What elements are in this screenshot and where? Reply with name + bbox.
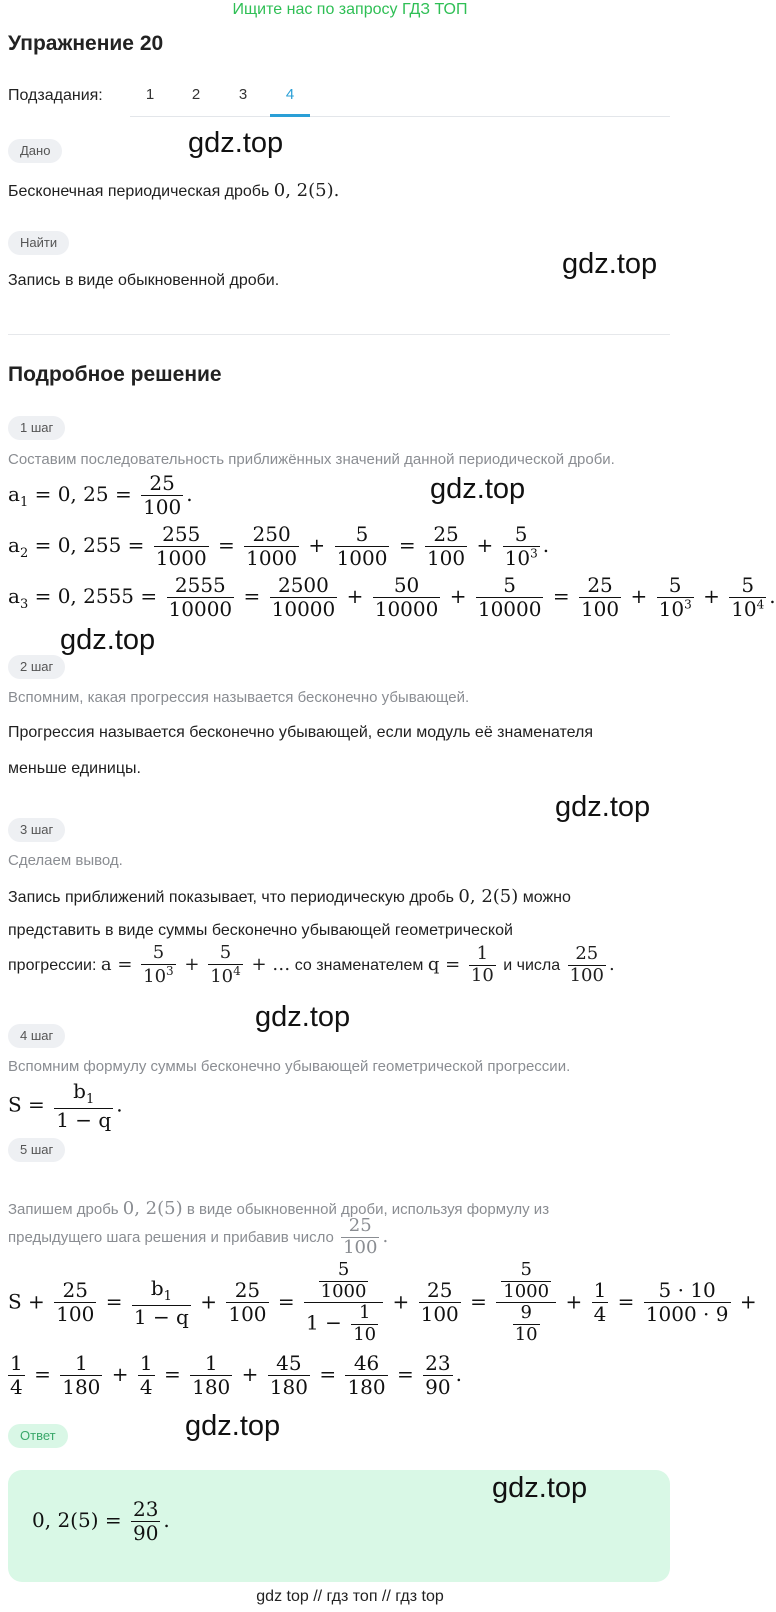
step-3-text-1a: Запись приближений показывает, что периодическую дробь xyxy=(8,889,454,906)
formula-a3: $a_3 = 0$, 2555 = $\frac{2555}{10000}$ = $\frac{2500}{10000}$ + $\frac{50}{10000}$ + $\frac{5}{10000}$ = $\frac{25}{100}$ + $\frac{5}{10^3}$ + $\frac{5}{10^4}$ . xyxy=(8,573,776,621)
step-3-text-3b: со знаменателем xyxy=(294,957,424,975)
step-3-text-1b: можно xyxy=(522,889,571,906)
page-title: Упражнение 20 xyxy=(8,32,164,55)
step-3-math-fraction: 0, 2(5) xyxy=(458,886,519,907)
given-label: Бесконечная периодическая дробь xyxy=(8,183,270,200)
subtask-tabs xyxy=(130,72,670,117)
watermark: gdz.top xyxy=(185,1410,281,1442)
watermark: gdz.top xyxy=(60,624,156,656)
given-math: 0, 2(5). xyxy=(273,180,340,201)
answer-badge: Ответ xyxy=(8,1424,68,1448)
find-badge: Найти xyxy=(8,231,69,255)
step-2-badge: 2 шаг xyxy=(8,655,65,679)
step-3-hint: Сделаем вывод. xyxy=(8,852,123,869)
given-text xyxy=(8,180,339,201)
step-3-text-1 xyxy=(8,886,571,907)
formula-a1: $a_1 = 0$, 25 = $\frac{25}{100}$ . xyxy=(8,471,193,519)
step-2-text-2: меньше единицы. xyxy=(8,760,141,777)
step-1-badge: 1 шаг xyxy=(8,416,65,440)
step-5-hint-a: Запишем дробь xyxy=(8,1201,119,1218)
step-4-badge: 4 шаг xyxy=(8,1024,65,1048)
step-1-hint: Составим последовательность приближённых значений данной периодической дроби. xyxy=(8,451,615,468)
step-4-hint: Вспомним формулу суммы бесконечно убывающей геометрической прогрессии. xyxy=(8,1058,571,1075)
subtasks-label: Подзадания: xyxy=(8,87,103,104)
tab-1[interactable]: 1 xyxy=(145,86,155,103)
watermark: gdz.top xyxy=(492,1472,588,1504)
step-3-text-3c: и числа xyxy=(503,957,561,975)
step-3-text-2: представить в виде суммы бесконечно убывающей геометрической xyxy=(8,922,513,939)
active-tab-indicator xyxy=(270,114,310,117)
step-5-hint-line2: предыдущего шага решения и прибавив число xyxy=(8,1229,334,1247)
formula-sum: S = $\frac{b_1}{1 - q}$ . xyxy=(8,1079,123,1132)
find-text: Запись в виде обыкновенной дроби. xyxy=(8,272,280,289)
watermark: gdz.top xyxy=(562,248,658,280)
footer-links[interactable]: gdz top // гдз топ // гдз top xyxy=(256,1588,444,1605)
step-5-hint-1: Запишем дробь 0, 2(5) в виде обыкновенной дроби, используя формулу из xyxy=(8,1198,550,1219)
tab-3[interactable]: 3 xyxy=(238,86,248,103)
watermark: gdz.top xyxy=(188,127,284,159)
step-3-badge: 3 шаг xyxy=(8,818,65,842)
answer-formula: 0, 2(5) = $\frac{23}{90}$ . xyxy=(32,1497,170,1545)
formula-s-line-2: $\frac{1}{4}$ = $\frac{1}{180}$ + $\frac{1}{4}$ = $\frac{1}{180}$ + $\frac{45}{180}$ = $\frac{46}{180}$ = $\frac{23}{90}$ . xyxy=(10,1351,462,1399)
step-5-hint-2: предыдущего шага решения и прибавив число $\frac{25}{100}$ . xyxy=(8,1215,389,1258)
watermark: gdz.top xyxy=(255,1001,351,1033)
step-3-text-3a: прогрессии: xyxy=(8,957,97,975)
step-5-hint-b: в виде обыкновенной дроби, используя формулу из xyxy=(186,1201,550,1218)
formula-s-line-1: S + $\frac{25}{100}$ = $\frac{b_1}{1 - q}$ + $\frac{25}{100}$ = $\frac{5}{1000}$ 1 − $\frac{1}{10}$ + $\frac{25}{100}$ = $\frac{\frac{5}{1000}}{\frac{9}{10}}$ + $\frac{1}{4}$ = $\frac{5 \cdot 10}{1000 \cdot 9}$ + xyxy=(8,1259,757,1346)
step-5-badge: 5 шаг xyxy=(8,1138,65,1162)
divider xyxy=(8,334,670,335)
tab-2[interactable]: 2 xyxy=(191,86,201,103)
step-2-hint: Вспомним, какая прогрессия называется бесконечно убывающей. xyxy=(8,689,470,706)
tab-4[interactable]: 4 xyxy=(285,86,295,103)
step-2-text-1: Прогрессия называется бесконечно убывающей, если модуль её знаменателя xyxy=(8,724,594,741)
step-3-text-3: прогрессии: a = $\frac{5}{10^3}$ + $\frac{5}{10^4}$ + … со знаменателем q = $\frac{1}{10}$ и числа $\frac{25}{100}$ . xyxy=(8,942,615,987)
formula-a2: $a_2 = 0$, 255 = $\frac{255}{1000}$ = $\frac{250}{1000}$ + $\frac{5}{1000}$ = $\frac{25}{100}$ + $\frac{5}{10^3}$ . xyxy=(8,522,550,570)
watermark: gdz.top xyxy=(430,473,526,505)
watermark: gdz.top xyxy=(555,791,651,823)
solution-title: Подробное решение xyxy=(8,363,222,386)
top-banner[interactable]: Ищите нас по запросу ГДЗ ТОП xyxy=(232,1,468,18)
given-badge: Дано xyxy=(8,139,62,163)
